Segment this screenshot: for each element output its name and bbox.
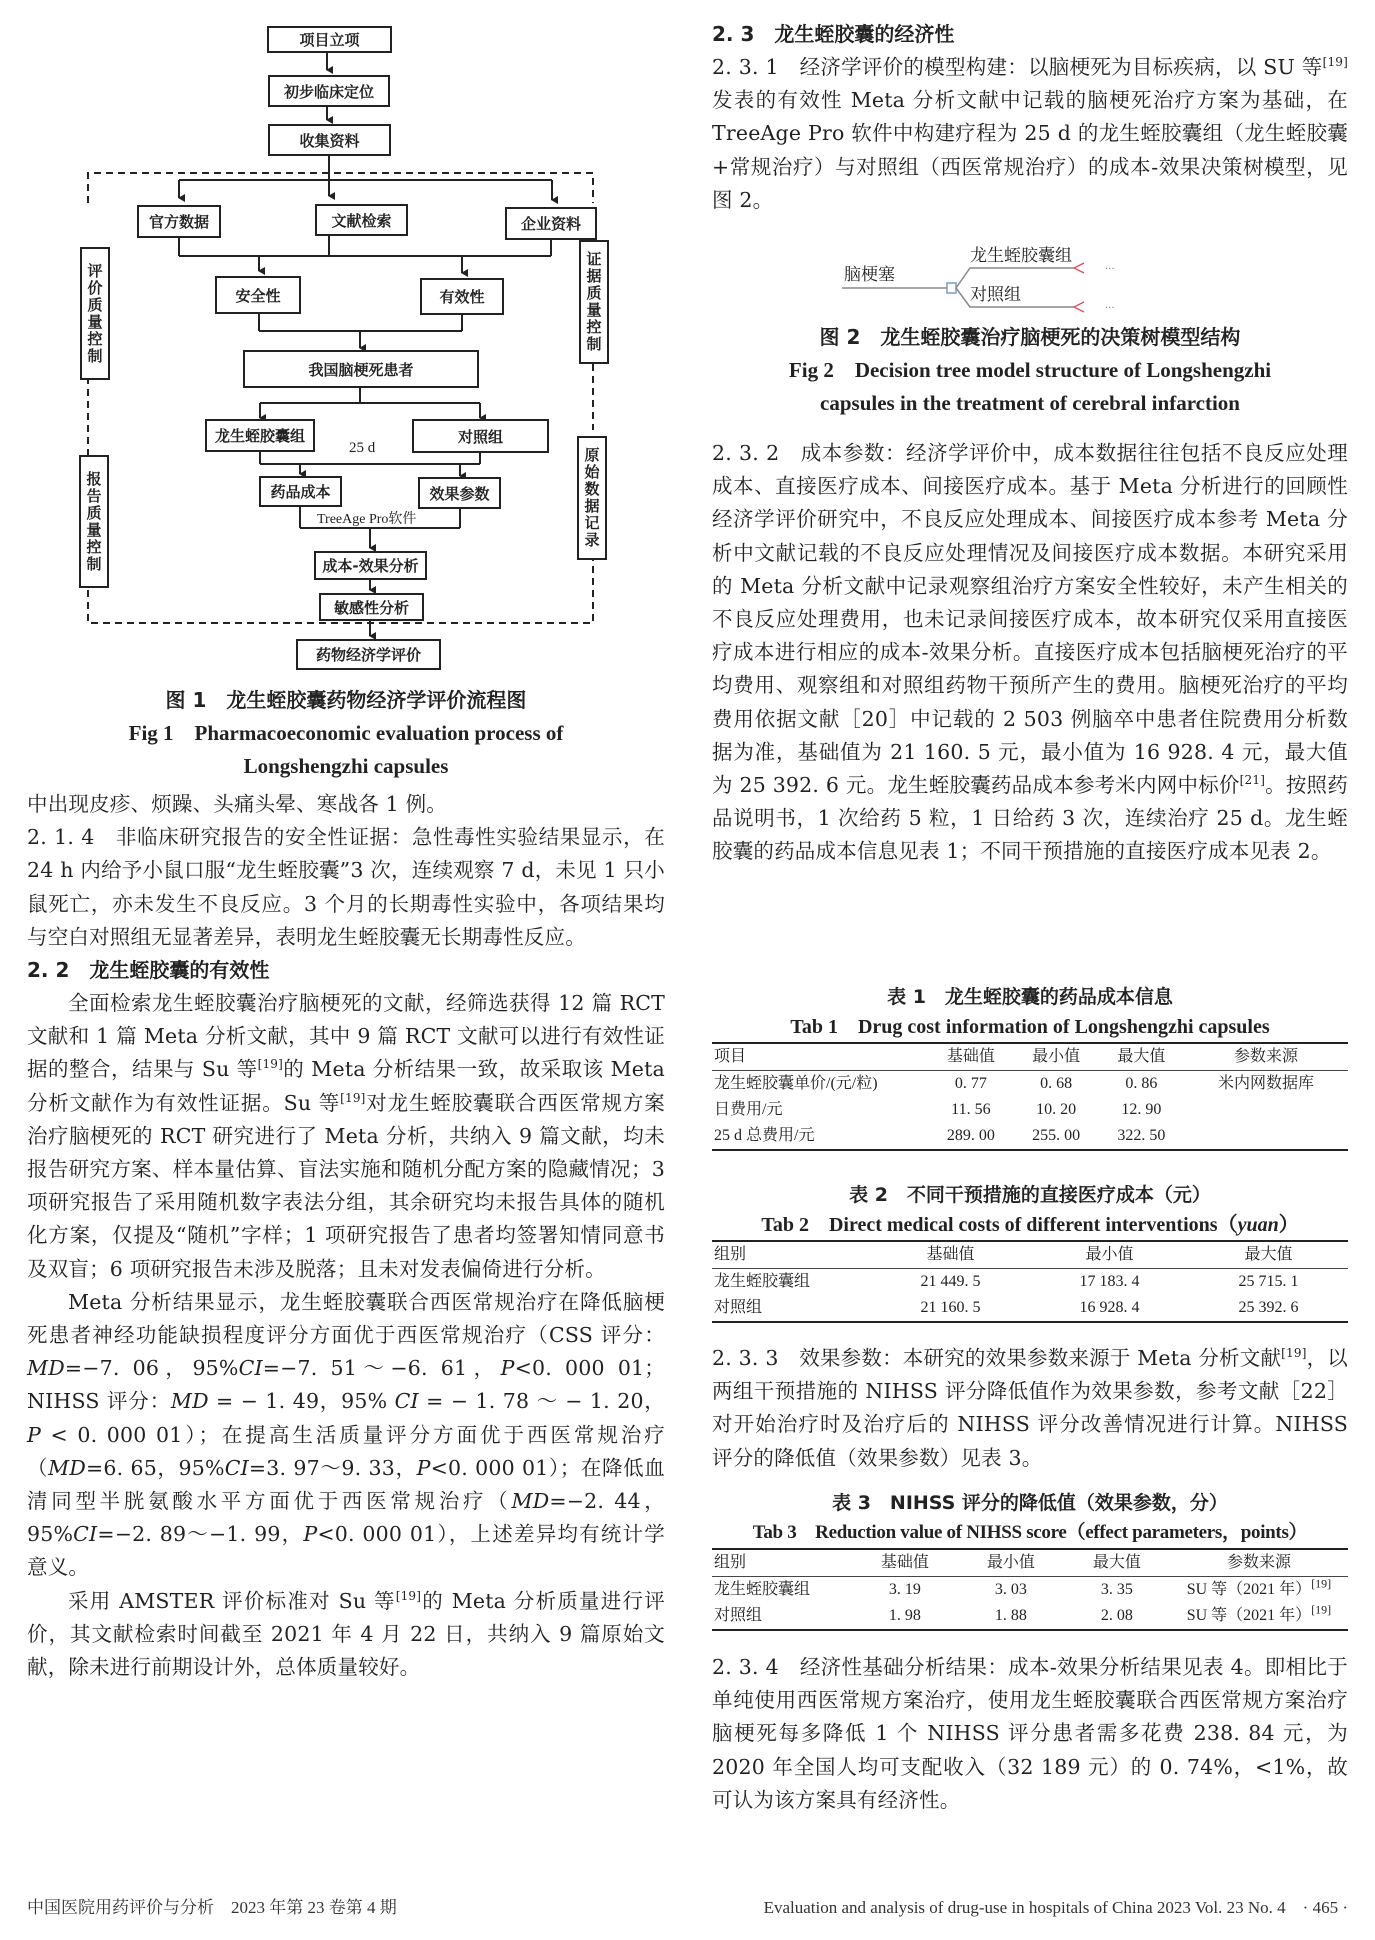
- table-3: [712, 1488, 1348, 1631]
- figure-1-flowchart: [27, 0, 665, 680]
- citation-19[interactable]: [19]: [1322, 55, 1348, 70]
- flow-node-drug-cost: 药品成本: [259, 476, 342, 507]
- table-row: 龙生蛭胶囊单价/(元/粒) 0. 77 0. 68 0. 86 米内网数据库: [714, 1075, 1315, 1092]
- terminal-node-icon: [1074, 302, 1084, 312]
- flow-node-literature-search: 文献检索: [315, 204, 408, 236]
- flow-label-software: TreeAge Pro软件: [317, 512, 417, 527]
- figure-1-caption: [27, 683, 665, 783]
- table-1-grid: [712, 1042, 1348, 1151]
- table-2: [712, 1180, 1348, 1323]
- table-1: [712, 982, 1348, 1151]
- flow-node-project: 项目立项: [267, 26, 392, 53]
- figure-2-decision-tree: [712, 235, 1348, 320]
- paragraph-2-1-4: 2. 1. 4 非临床研究报告的安全性证据：急性毒性实验结果显示，在 24 h 内给予小鼠口服“龙生蛭胶囊”3 次，连续观察 7 d，未见 1 只小鼠死亡，亦未发生不良反应。3 个月的长期毒性实验中，各项结果均与空白对照组无显著差异，表明龙生蛭胶囊无长期毒性反应。: [27, 825, 665, 949]
- flow-side-evidence-qc: 证据质量控制: [579, 240, 609, 364]
- table-header-row: 组别 基础值 最小值 最大值: [712, 1241, 1348, 1269]
- paragraph-2-3-4: 2. 3. 4 经济性基础分析结果：成本-效果分析结果见表 4。即相比于单纯使用西医常规方案治疗，使用龙生蛭胶囊联合西医常规方案治疗脑梗死每多降低 1 个 NIHSS 评分患者需多花费 238. 84 元，为 2020 年全国人均可支配收入（32 189 元）的 0. 74%，<1%，故可认为该方案具有经济性。: [712, 1655, 1348, 1812]
- footer-journal-en-page: Evaluation and analysis of drug-use in hospitals of China 2023 Vol. 23 No. 4 · 465 ·: [763, 1898, 1348, 1917]
- citation-19[interactable]: [19]: [1281, 1346, 1307, 1361]
- citation-21[interactable]: [21]: [1239, 773, 1266, 788]
- flow-node-sensitivity: 敏感性分析: [319, 593, 424, 621]
- table-header-row: 组别 基础值 最小值 最大值 参数来源: [712, 1549, 1348, 1577]
- table-2-title-cn: 表 2 不同干预措施的直接医疗成本（元）: [849, 1184, 1211, 1206]
- figure-2-caption-cn: 图 2 龙生蛭胶囊治疗脑梗死的决策树模型结构: [819, 325, 1241, 349]
- citation-19[interactable]: [19]: [395, 1588, 422, 1603]
- flow-node-control-group: 对照组: [412, 419, 549, 453]
- tree-ellipsis: ...: [1105, 300, 1115, 311]
- table-row: 25 d 总费用/元 289. 00 255. 00 322. 50: [712, 1123, 1348, 1150]
- paragraph-amster-quality: 采用 AMSTER 评价标准对 Su 等[19]的 Meta 分析质量进行评价，其文献检索时间截至 2021 年 4 月 22 日，共纳入 9 篇原始文献，除未进行前期设计外，总体质量较好。: [27, 1588, 665, 1680]
- table-row: 龙生蛭胶囊组 21 449. 5 17 183. 4 25 715. 1: [714, 1273, 1299, 1290]
- flow-node-effect-params: 效果参数: [418, 477, 501, 509]
- table-row: 对照组 21 160. 5 16 928. 4 25 392. 6: [712, 1295, 1348, 1322]
- figure-2-caption: [712, 320, 1348, 420]
- table-1-title-en: Tab 1 Drug cost information of Longshengzhi capsules: [790, 1016, 1270, 1038]
- flow-node-collect: 收集资料: [268, 124, 391, 156]
- paragraph-meta-results: Meta 分析结果显示，龙生蛭胶囊联合西医常规治疗在降低脑梗死患者神经功能缺损程度评分方面优于西医常规治疗（CSS 评分：MD=−7. 06，95%CI=−7. 51～−6. 61，P<0. 000 01；NIHSS 评分：MD = − 1. 49，95% CI = − 1. 78 ～ − 1. 20，P < 0. 000 01）；在提高生活质量评分方面优于西医常规治疗（MD=6. 65，95%CI=3. 97～9. 33，P<0. 000 01）；在降低血清同型半胱氨酸水平方面优于西医常规治疗（MD=−2. 44，95%CI=−2. 89～−1. 99，P<0. 000 01），上述差异均有统计学意义。: [27, 1289, 666, 1580]
- table-2-grid: [712, 1240, 1348, 1323]
- citation-19[interactable]: [19]: [257, 1057, 284, 1072]
- table-header-row: 项目 基础值 最小值 最大值 参数来源: [712, 1043, 1348, 1071]
- table-row: 龙生蛭胶囊组 3. 19 3. 03 3. 35 SU 等（2021 年）[19]: [714, 1576, 1332, 1598]
- paragraph-2-3-2: 2. 3. 2 成本参数：经济学评价中，成本数据往往包括不良反应处理成本、直接医疗成本、间接医疗成本。基于 Meta 分析进行的回顾性经济学评价研究中，不良反应处理成本、间接医疗成本参考 Meta 分析中文献记载的不良反应处理情况及间接医疗成本数据。本研究采用的 Meta 分析文献中记录观察组治疗方案安全性较好，未产生相关的不良反应处理费用，也未记录间接医疗成本，故本研究仅采用直接医疗成本进行相应的成本-效果分析。直接医疗成本包括脑梗死治疗的平均费用、观察组和对照组药物干预所产生的费用。脑梗死治疗的平均费用依据文献［20］中记载的 2 503 例脑卒中患者住院费用分析数据为准，基础值为 21 160. 5 元，最小值为 16 928. 4 元，最大值为 25 392. 6 元。龙生蛭胶囊药品成本参考米内网中标价[21]。按照药品说明书，1 次给药 5 粒，1 日给药 3 次，连续治疗 25 d。龙生蛭胶囊的药品成本信息见表 1；不同干预措施的直接医疗成本见表 2。: [712, 441, 1348, 864]
- tree-branch-label-lsz: 龙生蛭胶囊组: [970, 246, 1072, 266]
- figure-2-caption-en-line1: Fig 2 Decision tree model structure of Longshengzhi: [788, 358, 1272, 382]
- flow-node-enterprise-data: 企业资料: [505, 207, 597, 240]
- heading-2-2: 2. 2 龙生蛭胶囊的有效性: [27, 958, 270, 983]
- paragraph-2-3-3: 2. 3. 3 效果参数：本研究的效果参数来源于 Meta 分析文献[19]，以两组干预措施的 NIHSS 评分降低值作为效果参数，参考文献［22］对开始治疗时及治疗后的 NIHSS 评分改善情况进行计算。NIHSS 评分的降低值（效果参数）见表 3。: [712, 1346, 1348, 1470]
- figure-1-caption-en-line1: Fig 1 Pharmacoeconomic evaluation process of: [128, 721, 564, 745]
- decision-node-icon: [947, 283, 956, 293]
- flow-node-safety: 安全性: [215, 276, 301, 314]
- paragraph-adverse-events: 中出现皮疹、烦躁、头痛头晕、寒战各 1 例。: [27, 792, 447, 816]
- tree-branch-label-control: 对照组: [970, 285, 1021, 305]
- flow-node-patients: 我国脑梗死患者: [243, 350, 479, 388]
- figure-1-caption-cn: 图 1 龙生蛭胶囊药物经济学评价流程图: [165, 688, 527, 712]
- flow-node-pe-evaluation: 药物经济学评价: [296, 639, 441, 670]
- citation-19[interactable]: [19]: [1311, 1576, 1332, 1591]
- table-3-title-cn: 表 3 NIHSS 评分的降低值（效果参数，分）: [832, 1492, 1228, 1514]
- figure-2-caption-en-line2: capsules in the treatment of cerebral infarction: [820, 391, 1240, 415]
- table-row: 日费用/元 11. 56 10. 20 12. 90: [714, 1101, 1162, 1118]
- flow-side-raw-data: 原始数据记录: [577, 436, 607, 560]
- flow-node-lsz-group: 龙生蛭胶囊组: [205, 419, 315, 452]
- left-body-text: [27, 788, 665, 1684]
- terminal-node-icon: [1074, 263, 1084, 273]
- citation-19[interactable]: [19]: [340, 1090, 366, 1105]
- heading-2-3: 2. 3 龙生蛭胶囊的经济性: [712, 22, 955, 46]
- figure-1-caption-en-line2: Longshengzhi capsules: [243, 754, 449, 778]
- flow-node-positioning: 初步临床定位: [268, 75, 390, 107]
- table-1-title-cn: 表 1 龙生蛭胶囊的药品成本信息: [887, 986, 1173, 1008]
- flow-node-official-data: 官方数据: [137, 205, 221, 238]
- table-3-grid: [712, 1548, 1348, 1631]
- flow-side-eval-qc: 评价质量控制: [80, 247, 110, 380]
- table-row: 对照组 1. 98 1. 88 2. 08 SU 等（2021 年）[19]: [712, 1603, 1348, 1630]
- table-2-title-en: Tab 2 Direct medical costs of different interventions（yuan）: [761, 1214, 1299, 1236]
- paragraph-efficacy-literature: 全面检索龙生蛭胶囊治疗脑梗死的文献，经筛选获得 12 篇 RCT 文献和 1 篇 Meta 分析文献，其中 9 篇 RCT 文献可以进行有效性证据的整合，结果与 Su 等[19]的 Meta 分析结果一致，故采取该 Meta 分析文献作为有效性证据。Su 等[19]对龙生蛭胶囊联合西医常规方案治疗脑梗死的 RCT 研究进行了 Meta 分析，共纳入 9 篇文献，均未报告研究方案、样本量估算、盲法实施和随机分配方案的隐藏情况；3 项研究报告了采用随机数字表法分组，其余研究均未报告具体的随机化方案，仅提及“随机”字样；1 项研究报告了患者均签署知情同意书及双盲；6 项研究报告未涉及脱落；且未对发表偏倚进行分析。: [27, 991, 665, 1281]
- tree-root-label: 脑梗塞: [844, 265, 895, 285]
- flow-node-cea: 成本-效果分析: [314, 551, 427, 580]
- table-3-title-en: Tab 3 Reduction value of NIHSS score（effect parameters，points）: [752, 1522, 1308, 1543]
- tree-ellipsis: ...: [1105, 261, 1115, 272]
- flow-label-duration: 25 d: [349, 440, 376, 456]
- paragraph-2-3-1: 2. 3. 1 经济学评价的模型构建：以脑梗死为目标疾病，以 SU 等[19]发表的有效性 Meta 分析文献中记载的脑梗死治疗方案为基础，在 TreeAge Pro 软件中构建疗程为 25 d 的龙生蛭胶囊组（龙生蛭胶囊+常规治疗）与对照组（西医常规治疗）的成本-效果决策树模型，见图 2。: [712, 55, 1348, 212]
- footer-journal-cn: 中国医院用药评价与分析 2023 年第 23 卷第 4 期: [27, 1898, 397, 1917]
- citation-19[interactable]: [19]: [1311, 1602, 1332, 1617]
- flow-side-report-qc: 报告质量控制: [79, 455, 109, 588]
- flow-node-efficacy: 有效性: [420, 278, 504, 315]
